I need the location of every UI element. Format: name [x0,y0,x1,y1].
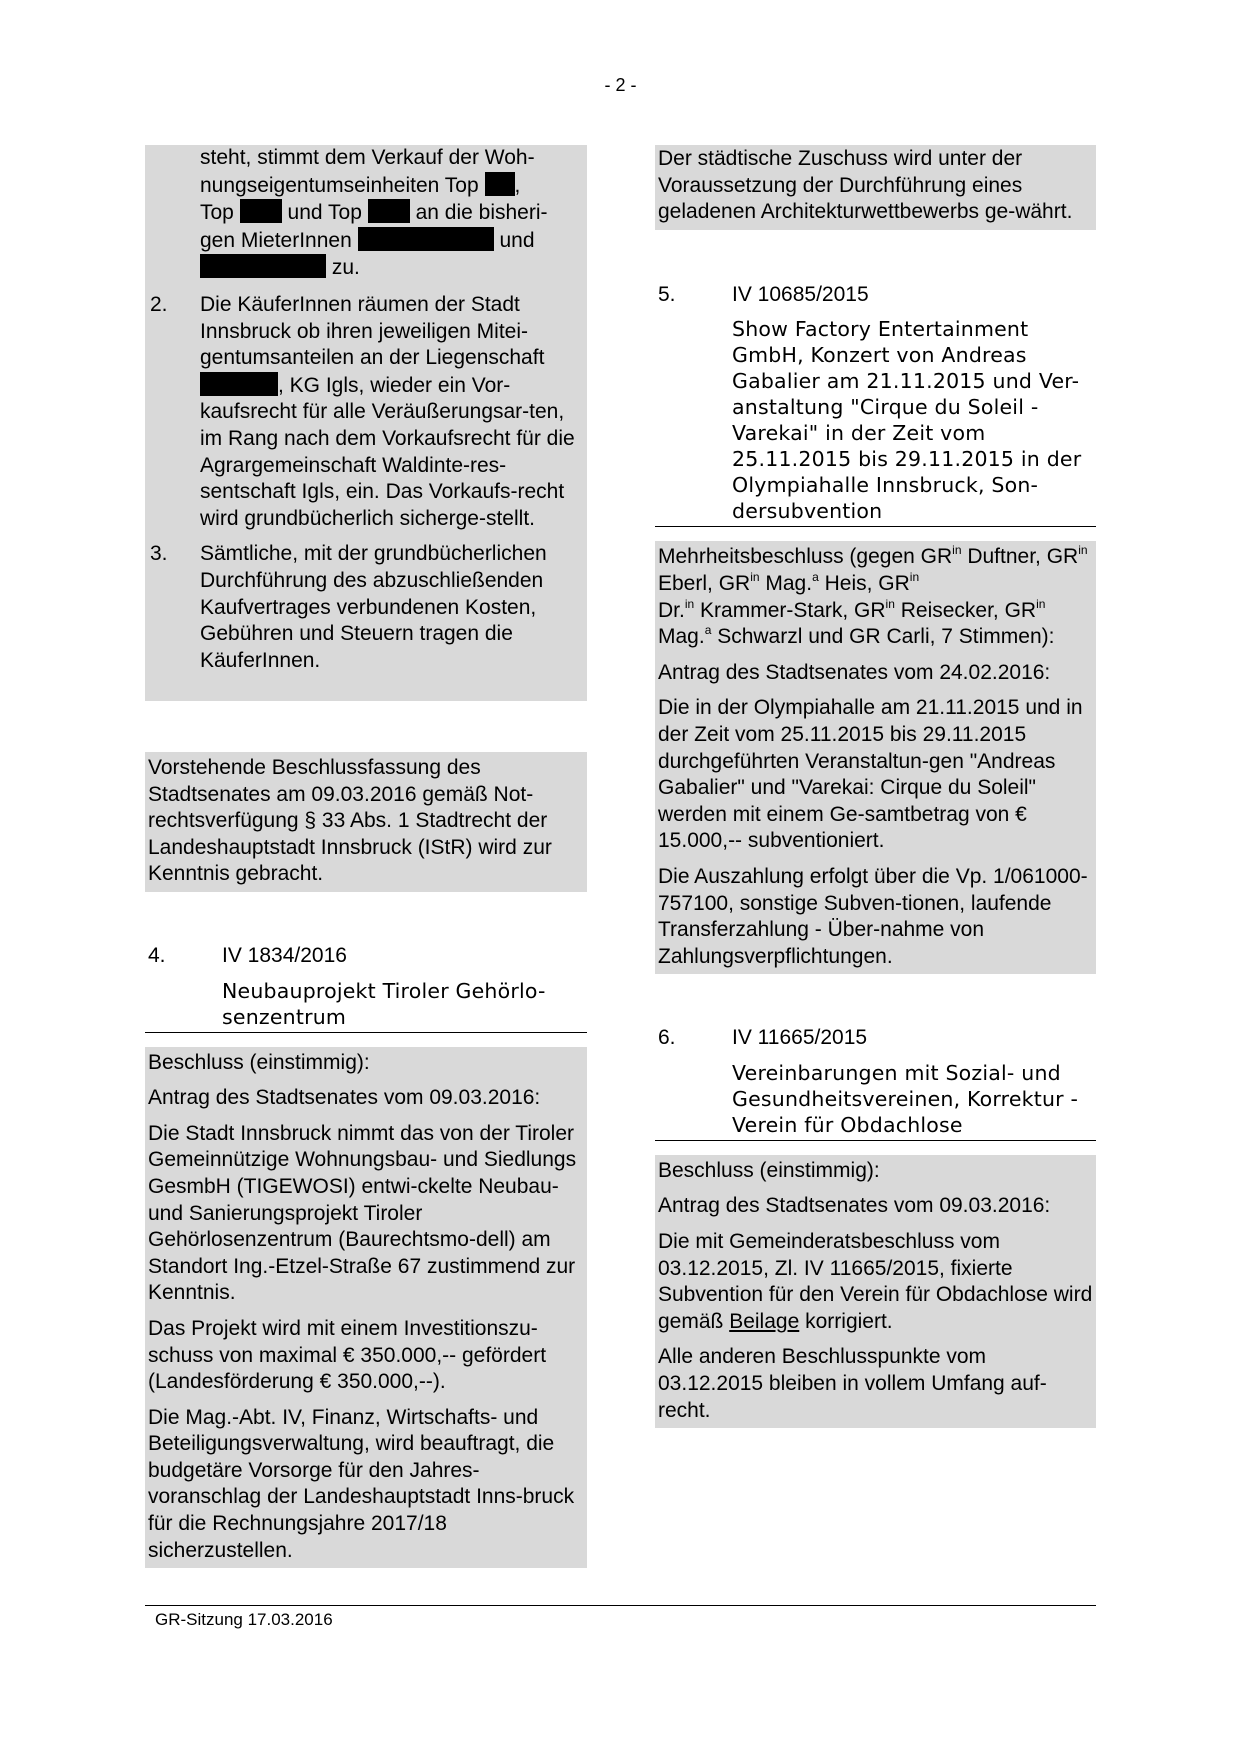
redaction-bar [485,172,515,196]
redaction-bar [200,372,278,396]
list-item-number: 2. [150,292,168,316]
vote-result: Mehrheitsbeschluss (gegen $GR^{in}$ Duftner, $GR^{in}$ Eberl, $GR^{in}$ Mag.$^a$ Heis, $GR^{in}$ Dr.$^{in}$ Krammer-Stark, $GR^{in}$ Reisecker, $GR^{in}$ Mag.$^a$ Schwarzl und GR Carli, 7 Stimmen): [658,543,1088,649]
agenda-subject: Show Factory Entertainment GmbH, Konzert von Andreas Gabalier am 21.11.2015 und Ver-anstaltung "Cirque du Soleil - Varekai" in der Zeit vom 25.11.2015 bis 29.11.2015 in der Olympiahalle Innsbruck, Son-dersubvention [655,316,1096,527]
list-item [148,541,584,674]
footer-session-date: GR-Sitzung 17.03.2016 [155,1610,333,1629]
subsidy-note: Der städtische Zuschuss wird unter der Voraussetzung der Durchführung eines geladenen Architekturwettbewerbs ge-währt. [658,147,1073,224]
list-item-text [200,292,584,532]
decision-paragraph: Die Auszahlung erfolgt über die Vp. 1/061000-757100, sonstige Subven-tionen, laufende Transferzahlung - Über-nahme von Zahlungsverpflichtungen. [658,864,1088,968]
redaction-bar [368,199,410,223]
agenda-subject: Vereinbarungen mit Sozial- und Gesundheitsvereinen, Korrektur - Verein für Obdachlose [655,1060,1096,1141]
decision-paragraph: Die Stadt Innsbruck nimmt das von der Tiroler Gemeinnützige Wohnungsbau- und Siedlungs GesmbH (TIGEWOSI) entwi-ckelte Neubau- und Sanierungsprojekt Tiroler Gehörlosenzentrum (Baurechtsmo-dell) am Standort Ing.-Etzel-Straße 67 zustimmend zur Kenntnis. [148,1121,577,1305]
decision-paragraph: Die in der Olympiahalle am 21.11.2015 und in der Zeit vom 25.11.2015 bis 29.11.2015 durchgeführten Veranstaltun-gen "Andreas Gabalier" und "Varekai: Cirque du Soleil" werden mit einem Ge-samtbetrag von € 15.000,-- subventioniert. [658,696,1083,853]
agenda-item-5 [655,282,1096,975]
decision-paragraph: Alle anderen Beschlusspunkte vom 03.12.2015 bleiben in vollem Umfang auf-recht. [658,1345,1047,1422]
subsidy-note-block [655,145,1096,230]
decision-type: Beschluss (einstimmig): [658,1158,880,1182]
list-item-text-part: Die KäuferInnen räumen der Stadt Innsbruck ob ihren jeweiligen Mitei-gentumsanteilen an der Liegenschaft [200,292,545,370]
list-item-number: 3. [150,542,168,566]
agenda-subject: Neubauprojekt Tiroler Gehörlo-senzentrum [145,978,587,1033]
decision-paragraph: Die mit Gemeinderatsbeschluss vom 03.12.2015, Zl. IV 11665/2015, fixierte Subvention für den Verein für Obdachlose wird gemäß Beilage korrigiert. [658,1230,1093,1333]
notice-block [145,752,587,892]
agenda-reference: IV 11665/2015 [732,1026,868,1050]
redaction-bar [240,199,282,223]
decision-block [145,1047,587,1569]
agenda-item-6 [655,1025,1096,1428]
list-item-text: Sämtliche, mit der grundbücherlichen Durchführung des abzuschließenden Kaufvertrages verbundenen Kosten, Gebühren und Steuern tragen die KäuferInnen. [200,542,547,672]
notice-text: Vorstehende Beschlussfassung des Stadtsenates am 09.03.2016 gemäß Not-rechtsverfügung § 33 Abs. 1 Stadtrecht der Landeshauptstadt Innsbruck (IStR) wird zur Kenntnis gebracht. [148,756,552,886]
footer-divider [145,1605,1096,1606]
agenda-heading [655,282,1096,309]
decision-paragraph: Das Projekt wird mit einem Investitionszu-schuss von maximal € 350.000,-- gefördert (Landesförderung € 350.000,--). [148,1316,547,1394]
redaction-bar [358,227,494,251]
decision-block [655,541,1096,974]
list-item [148,292,584,532]
continuation-text [148,145,584,282]
agenda-heading [655,1025,1096,1052]
continuation-line: und Top [287,201,362,225]
agenda-heading [145,943,587,970]
agenda-item-4 [145,943,587,1568]
resolution-points-block [145,145,587,701]
page-number: - 2 - [604,75,637,95]
agenda-reference: IV 10685/2015 [732,282,869,306]
left-column [145,145,587,1568]
decision-block [655,1155,1096,1428]
continuation-line: an die bisheri- [415,201,548,225]
decision-paragraph: Die Mag.-Abt. IV, Finanz, Wirtschafts- und Beteiligungsverwaltung, wird beauftragt, die budgetäre Vorsorge für den Jahres-voranschlag der Landeshauptstadt Inns-bruck für die Rechnungsjahre 2017/18 sicherzustellen. [148,1405,575,1562]
list-item-text-part: , KG Igls, wieder ein Vor-kaufsrecht für alle Veräußerungsar-ten, im Rang nach dem Vorkaufsrecht für die Agrargemeinschaft Waldinte-res-sentschaft Igls, ein. Das Vorkaufs-recht wird grundbücherlich sicherge-stellt. [200,373,575,530]
redaction-bar [200,254,326,278]
agenda-number: 6. [658,1026,676,1050]
decision-type: Beschluss (einstimmig): [148,1050,370,1074]
attachment-link[interactable]: Beilage [729,1309,800,1333]
agenda-number: 5. [658,282,676,306]
continuation-line: Top [200,201,234,225]
continuation-line: nungseigentumseinheiten Top [200,173,479,197]
continuation-line: , [514,173,521,197]
motion-date: Antrag des Stadtsenates vom 09.03.2016: [658,1194,1051,1218]
right-column [655,145,1096,1428]
continuation-line: gen MieterInnen [200,228,352,252]
motion-date: Antrag des Stadtsenates vom 09.03.2016: [148,1086,541,1110]
agenda-reference: IV 1834/2016 [222,943,347,967]
agenda-number: 4. [148,943,166,967]
numbered-list [148,292,584,674]
motion-date: Antrag des Stadtsenates vom 24.02.2016: [658,660,1051,684]
continuation-line: und [499,228,535,252]
continuation-line: steht, stimmt dem Verkauf der Woh- [200,146,535,169]
continuation-line: zu. [331,256,360,280]
